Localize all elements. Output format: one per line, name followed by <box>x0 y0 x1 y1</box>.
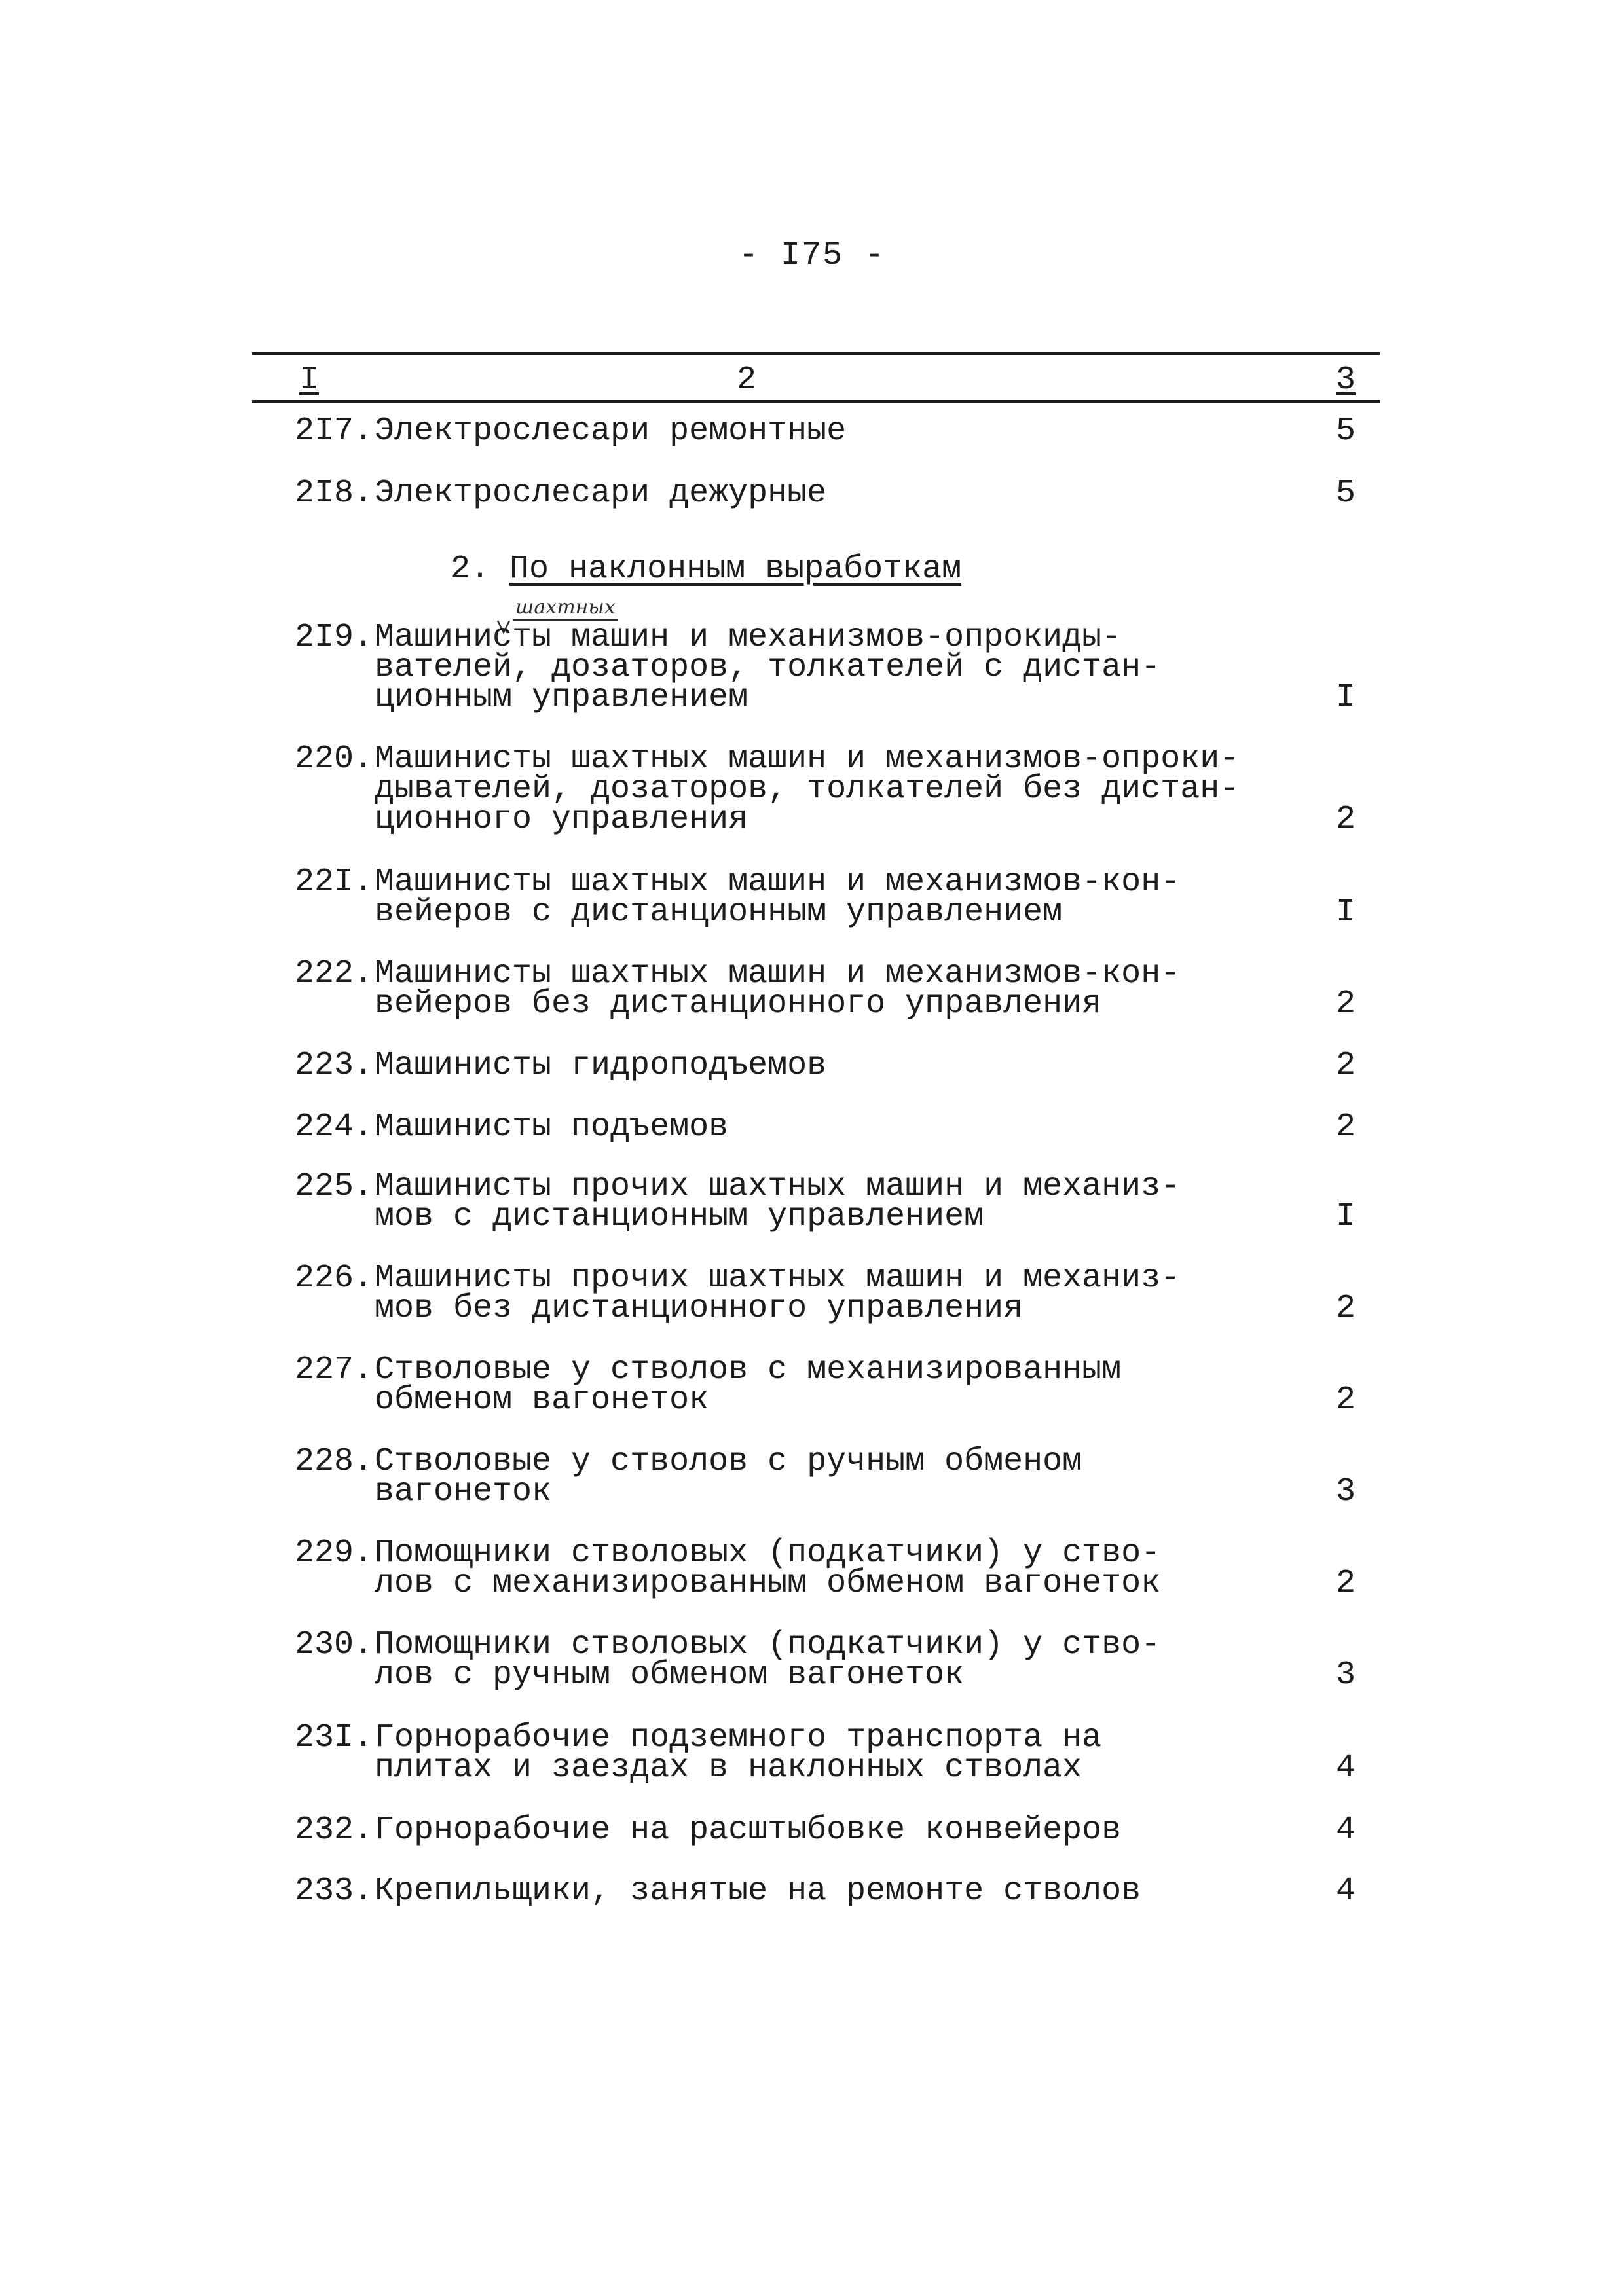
row-number: 225. <box>294 1168 373 1205</box>
row-text-line: Крепильщики, занятые на ремонте стволов <box>375 1872 1141 1910</box>
row-text-line: лов с механизированным обменом вагонеток <box>375 1565 1161 1602</box>
row-text-line: Машинисты машин и механизмов-опрокиды- <box>375 619 1122 656</box>
row-text-line: Машинисты подъемов <box>375 1108 729 1146</box>
row-text <box>375 1168 1291 1235</box>
row-text-line: Электрослесари дежурные <box>375 475 827 512</box>
row-number: 227. <box>294 1351 373 1389</box>
row-text <box>375 1443 1291 1510</box>
row-text <box>375 1626 1291 1694</box>
column-header-2: 2 <box>736 361 756 399</box>
row-text <box>375 619 1291 716</box>
row-value: 2 <box>1335 985 1356 1023</box>
row-text-line: обменом вагонеток <box>375 1381 709 1419</box>
row-text-line: Электрослесари ремонтные <box>375 412 847 450</box>
row-text-line: вателей, дозаторов, толкателей с дистан- <box>375 649 1161 686</box>
section-title: По наклонным выработкам <box>509 551 962 588</box>
row-text-line: Машинисты прочих шахтных машин и механиз- <box>375 1168 1181 1205</box>
row-text-line: Машинисты прочих шахтных машин и механиз- <box>375 1260 1181 1297</box>
row-number: 2I8. <box>294 475 373 512</box>
row-text-line: вагонеток <box>375 1473 552 1510</box>
row-number: 2I7. <box>294 412 373 450</box>
row-text-line: Помощники стволовых (подкатчики) у ство- <box>375 1535 1161 1572</box>
row-number: 23I. <box>294 1719 373 1757</box>
row-value: 3 <box>1335 1473 1356 1510</box>
column-header-1: I <box>299 361 319 399</box>
row-text-line: ционным управлением <box>375 679 748 716</box>
row-number: 232. <box>294 1812 373 1849</box>
row-text-line: Стволовые у стволов с ручным обменом <box>375 1443 1082 1480</box>
row-value: 2 <box>1335 1108 1356 1146</box>
row-number: 230. <box>294 1626 373 1664</box>
row-number: 222. <box>294 955 373 993</box>
row-number: 224. <box>294 1108 373 1146</box>
table-top-rule <box>252 352 1380 355</box>
row-number: 228. <box>294 1443 373 1480</box>
row-value: I <box>1335 894 1356 931</box>
section-heading <box>451 553 961 586</box>
row-text <box>375 740 1291 838</box>
row-text-line: Машинисты гидроподъемов <box>375 1047 827 1084</box>
row-text-line: Горнорабочие подземного транспорта на <box>375 1719 1102 1757</box>
row-text-line: Машинисты шахтных машин и механизмов-кон- <box>375 955 1181 993</box>
row-text-line: Машинисты шахтных машин и механизмов-кон- <box>375 864 1181 901</box>
row-text <box>375 1872 1291 1910</box>
row-text-line: мов без дистанционного управления <box>375 1290 1024 1327</box>
row-value: 5 <box>1335 412 1356 450</box>
row-number: 22I. <box>294 864 373 901</box>
row-value: 3 <box>1335 1656 1356 1694</box>
row-value: 2 <box>1335 1565 1356 1602</box>
row-text-line: вейеров с дистанционным управлением <box>375 894 1063 931</box>
row-number: 220. <box>294 740 373 778</box>
row-text <box>375 1108 1291 1146</box>
row-text-line: вейеров без дистанционного управления <box>375 985 1102 1023</box>
row-text-line: Стволовые у стволов с механизированным <box>375 1351 1122 1389</box>
row-number: 2I9. <box>294 619 373 656</box>
row-value: I <box>1335 679 1356 716</box>
section-number: 2. <box>451 551 490 588</box>
row-value: 4 <box>1335 1812 1356 1849</box>
row-text <box>375 864 1291 931</box>
handwritten-insert: шахтных <box>513 597 618 621</box>
column-header-3: 3 <box>1335 361 1356 399</box>
row-text <box>375 1719 1291 1787</box>
row-number: 229. <box>294 1535 373 1572</box>
row-value: 4 <box>1335 1749 1356 1787</box>
row-text-line: Горнорабочие на расштыбовке конвейеров <box>375 1812 1122 1849</box>
row-text <box>375 1351 1291 1419</box>
row-text-line: Помощники стволовых (подкатчики) у ство- <box>375 1626 1161 1664</box>
row-value: 2 <box>1335 1047 1356 1084</box>
row-number: 226. <box>294 1260 373 1297</box>
row-value: I <box>1335 1198 1356 1235</box>
row-text <box>375 1812 1291 1849</box>
row-number: 233. <box>294 1872 373 1910</box>
row-text <box>375 475 1291 512</box>
row-text <box>375 1047 1291 1084</box>
table-header-rule <box>252 400 1380 403</box>
row-value: 2 <box>1335 801 1356 838</box>
row-text-line: Машинисты шахтных машин и механизмов-опроки- <box>375 740 1240 778</box>
row-text-line: мов с дистанционным управлением <box>375 1198 984 1235</box>
page-number: - I75 - <box>738 237 886 274</box>
row-text <box>375 412 1291 450</box>
row-text <box>375 955 1291 1023</box>
row-text-line: дывателей, дозаторов, толкателей без дистан- <box>375 771 1240 808</box>
row-value: 2 <box>1335 1381 1356 1419</box>
row-text-line: ционного управления <box>375 801 748 838</box>
row-value: 4 <box>1335 1872 1356 1910</box>
row-number: 223. <box>294 1047 373 1084</box>
row-value: 5 <box>1335 475 1356 512</box>
row-text <box>375 1260 1291 1327</box>
row-text-line: лов с ручным обменом вагонеток <box>375 1656 965 1694</box>
row-value: 2 <box>1335 1290 1356 1327</box>
row-text-line: плитах и заездах в наклонных стволах <box>375 1749 1082 1787</box>
row-text <box>375 1535 1291 1602</box>
